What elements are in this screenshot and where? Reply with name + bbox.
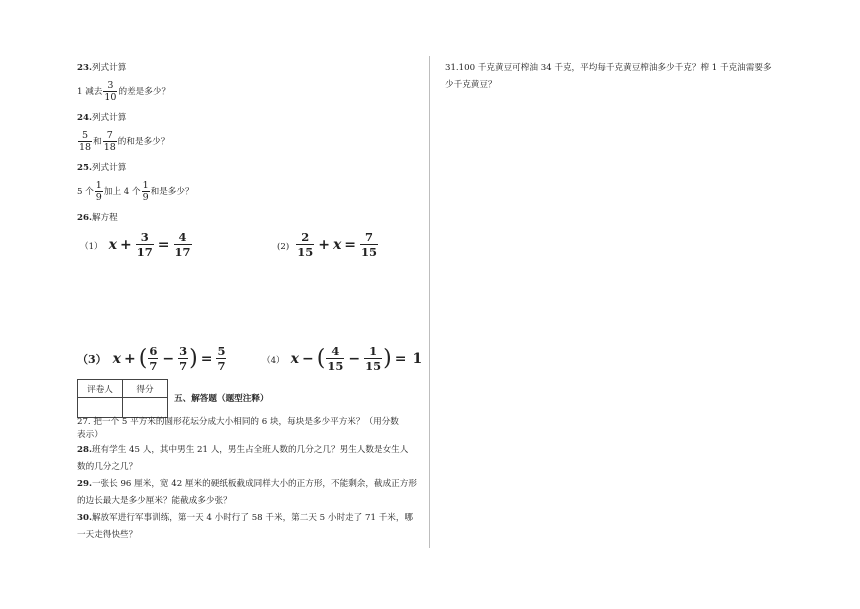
- eq1-fa-num: 3: [136, 230, 154, 245]
- eq4-frac-a: [326, 344, 344, 373]
- eq3-plus: +: [124, 351, 136, 367]
- q24-fraction-1: [78, 130, 92, 153]
- q23-heading: [77, 62, 126, 74]
- eq4-fb-den: 15: [365, 359, 382, 373]
- eq1-fa-den: 17: [136, 245, 153, 259]
- eq4-frac-b: [364, 344, 382, 373]
- q25-text-a: 5 个: [77, 187, 94, 197]
- q25-number: 25.: [77, 163, 92, 173]
- q30-line-2: 一天走得快些？: [77, 530, 138, 540]
- q30: [77, 510, 413, 544]
- q25-mid: 加上 4 个: [103, 187, 141, 197]
- q24-text-b: 的和是多少？: [117, 137, 170, 147]
- q29: [77, 476, 417, 510]
- q29-line-2: 的边长最大是多少厘米？能截成多少张？: [77, 496, 232, 506]
- eq1-fb-num: 4: [174, 230, 192, 245]
- equation-4: [262, 344, 425, 373]
- score-cell: [123, 398, 168, 418]
- eq3-equals: =: [200, 351, 213, 367]
- q23-frac-num: 3: [103, 80, 117, 92]
- section-title: 五、解答题（题型注释）: [174, 394, 269, 404]
- eq2-fa-den: 15: [297, 245, 314, 259]
- q30-text-1: 解放军进行军事训练，第一天 4 小时行了 58 千米，第二天 5 小时走了 71 千米，哪: [91, 513, 414, 523]
- eq2-frac-b: [360, 230, 378, 259]
- q28: [77, 442, 408, 476]
- eq1-fb-den: 17: [174, 245, 191, 259]
- eq2-fb-num: 7: [360, 230, 378, 245]
- q24-heading: [77, 112, 126, 124]
- eq4-label: （4）: [262, 356, 285, 366]
- q23-line: [77, 80, 170, 103]
- equation-1: [80, 230, 193, 259]
- eq3-x: x: [112, 351, 122, 367]
- q29-line-1: [77, 476, 417, 493]
- q24-f1-num: 5: [78, 130, 92, 142]
- eq4-fa-den: 15: [327, 359, 344, 373]
- eq4-close-paren: ): [383, 346, 392, 371]
- eq4-rhs: 1: [412, 351, 423, 367]
- eq3-minus: −: [162, 351, 175, 367]
- q23-text-b: 的差是多少？: [118, 87, 171, 97]
- eq1-x: x: [108, 237, 118, 253]
- q23-title: 列式计算: [91, 63, 127, 73]
- q27-line-2: 表示）: [77, 430, 103, 440]
- equation-2: [277, 230, 379, 259]
- q27: [77, 416, 399, 442]
- q28-text-1: 班有学生 45 人，其中男生 21 人，男生占全班人数的几分之几？男生人数是女生人: [91, 445, 409, 455]
- q29-text-1: 一张长 96 厘米，宽 42 厘米的硬纸板截成同样大小的正方形，不能剩余，截成正方形: [91, 479, 417, 489]
- eq2-plus: +: [318, 237, 330, 253]
- eq1-plus: +: [120, 237, 132, 253]
- score-header: 得分: [123, 380, 168, 398]
- q26-title: 解方程: [91, 213, 118, 223]
- q24-number: 24.: [77, 113, 92, 123]
- eq3-fc-num: 5: [217, 344, 226, 358]
- q23-frac-den: 10: [104, 92, 117, 103]
- q31-line-2: 少千克黄豆？: [445, 80, 497, 90]
- q26-number: 26.: [77, 213, 92, 223]
- q23-number: 23.: [77, 63, 92, 73]
- eq2-label: (2): [277, 242, 290, 252]
- q26-heading: [77, 212, 118, 224]
- grader-cell: [78, 398, 123, 418]
- q31-line-1: 31.100 千克黄豆可榨油 34 千克，平均每千克黄豆榨油多少千克？榨 1 千克油需要多: [445, 63, 772, 73]
- column-divider: [429, 56, 430, 548]
- q25-fraction-1: [95, 180, 103, 203]
- q28-line-2: 数的几分之几？: [77, 462, 138, 472]
- eq3-fa-den: 7: [149, 359, 158, 373]
- eq3-open-paren: (: [138, 346, 148, 371]
- q25-text-b: 和是多少？: [150, 187, 194, 197]
- equation-3: [77, 344, 227, 373]
- eq2-frac-a: [296, 230, 314, 259]
- q25-f1-den: 9: [95, 192, 102, 203]
- q28-number: 28.: [77, 445, 92, 455]
- eq3-fb-num: 3: [179, 344, 188, 358]
- eq3-frac-b: [178, 344, 188, 373]
- q31: [445, 60, 772, 94]
- q24-line: [77, 130, 169, 153]
- q25-heading: [77, 162, 126, 174]
- eq1-label: （1）: [80, 242, 103, 252]
- q25-title: 列式计算: [91, 163, 127, 173]
- eq2-fa-num: 2: [296, 230, 314, 245]
- q24-mid: 和: [93, 137, 102, 147]
- eq4-x: x: [290, 351, 300, 367]
- q23-text-a: 1 减去: [77, 87, 103, 97]
- eq3-close-paren: ): [189, 346, 198, 371]
- eq4-fb-num: 1: [364, 344, 382, 359]
- eq1-frac-b: [174, 230, 192, 259]
- q25-fraction-2: [142, 180, 150, 203]
- eq4-minus-2: −: [348, 351, 361, 367]
- q24-f1-den: 18: [79, 142, 92, 153]
- eq4-open-paren: (: [316, 346, 326, 371]
- grader-header: 评卷人: [78, 380, 123, 398]
- q24-f2-num: 7: [103, 130, 117, 142]
- eq4-fa-num: 4: [326, 344, 344, 359]
- q23-fraction: [103, 80, 117, 103]
- eq3-fa-num: 6: [149, 344, 158, 358]
- q25-f2-den: 9: [142, 192, 149, 203]
- q25-f1-num: 1: [95, 180, 102, 191]
- q24-fraction-2: [103, 130, 117, 153]
- q25-f2-num: 1: [142, 180, 149, 191]
- q24-f2-den: 18: [103, 142, 116, 153]
- q27-line-1: 27. 把一个 5 平方米的圆形花坛分成大小相同的 6 块，每块是多少平方米？（用分数: [77, 417, 399, 427]
- eq3-fb-den: 7: [179, 359, 188, 373]
- eq1-frac-a: [136, 230, 154, 259]
- q29-number: 29.: [77, 479, 92, 489]
- eq2-equals: =: [344, 237, 357, 253]
- eq3-frac-a: [148, 344, 158, 373]
- q30-line-1: [77, 510, 413, 527]
- grader-table: [77, 379, 168, 418]
- q24-title: 列式计算: [91, 113, 127, 123]
- q28-line-1: [77, 442, 408, 459]
- eq2-fb-den: 15: [361, 245, 378, 259]
- eq2-x: x: [332, 237, 342, 253]
- eq4-equals: =: [394, 351, 407, 367]
- q30-number: 30.: [77, 513, 92, 523]
- eq1-equals: =: [157, 237, 170, 253]
- eq4-minus-1: −: [302, 351, 314, 367]
- eq3-label: （3）: [77, 353, 107, 366]
- eq3-frac-c: [216, 344, 226, 373]
- q25-line: [77, 180, 194, 203]
- eq3-fc-den: 7: [217, 359, 226, 373]
